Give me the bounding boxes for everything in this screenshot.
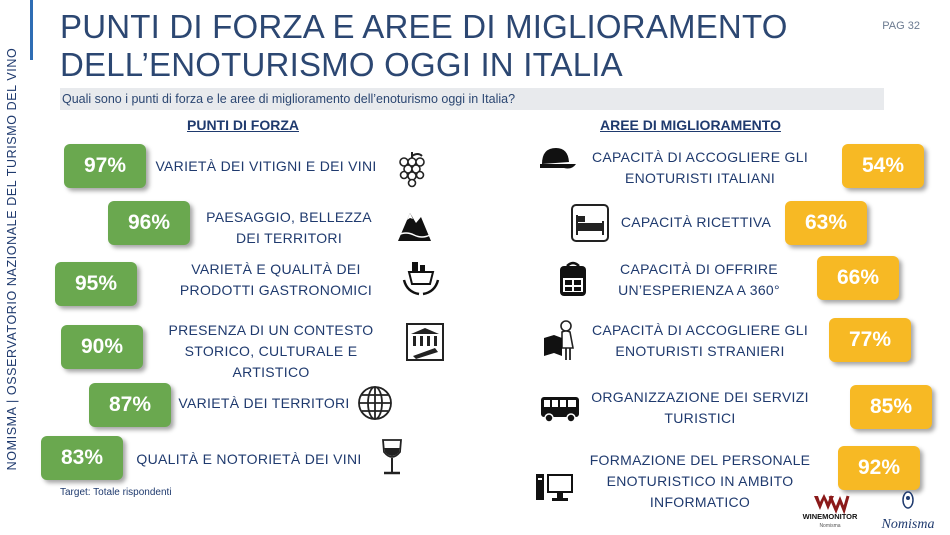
sidebar-text: NOMISMA | OSSERVATORIO NAZIONALE DEL TURISMO DEL VINO [5,47,19,471]
food-basket-icon [401,258,441,298]
question-bar: Quali sono i punti di forza e le aree di miglioramento dell’enoturismo oggi in Italia? [60,88,884,110]
strength-pct-3: 95% [55,262,137,306]
tourist-map-icon [540,318,584,362]
strength-pct-4: 90% [61,325,143,369]
nomisma-logo [868,490,948,534]
strength-label-3 [162,259,390,301]
strength-label-6 [132,449,366,470]
improvement-label-6 [580,450,820,513]
strength-label-2 [194,207,384,249]
title-line-1: PUNTI DI FORZA E AREE DI MIGLIORAMENTO [60,8,788,45]
improvement-pct-2: 63% [785,201,867,245]
cap-icon [536,140,576,180]
sidebar-accent-bar [30,0,33,60]
globe-icon [355,383,395,423]
improvement-label-6-line3: INFORMATICO [649,494,751,510]
improvement-label-1-line2: ENOTURISTI ITALIANI [624,170,776,186]
page-title [60,8,788,84]
improvement-label-4 [580,320,820,362]
improvement-label-5-line1: ORGANIZZAZIONE DEI SERVIZI [591,389,809,405]
strength-label-2-line2: DEI TERRITORI [235,230,343,246]
strength-label-5 [178,393,350,414]
mountain-icon [394,205,434,245]
improvement-label-1-line1: CAPACITÀ DI ACCOGLIERE GLI [591,149,809,165]
strength-label-5-line1: VARIETÀ DEI TERRITORI [178,395,350,411]
improvement-label-3-line1: CAPACITÀ DI OFFRIRE [620,261,778,277]
improvement-pct-5: 85% [850,385,932,429]
strength-pct-6: 83% [41,436,123,480]
strength-label-4 [146,320,396,383]
improvement-label-4-line1: CAPACITÀ DI ACCOGLIERE GLI [591,322,809,338]
strength-pct-5: 87% [89,383,171,427]
sidebar [0,0,40,535]
strength-label-6-line1: QUALITÀ E NOTORIETÀ DEI VINI [136,451,362,467]
improvement-pct-6: 92% [838,446,920,490]
title-line-2: DELL’ENOTURISMO OGGI IN ITALIA [60,46,623,83]
improvements-heading: AREE DI MIGLIORAMENTO [600,117,781,133]
strengths-heading: PUNTI DI FORZA [187,117,299,133]
improvement-label-3-line2: UN’ESPERIENZA A 360° [618,282,780,298]
improvement-pct-3: 66% [817,256,899,300]
improvement-label-5 [580,387,820,429]
improvement-label-4-line2: ENOTURISTI STRANIERI [615,343,785,359]
strength-label-3-line2: PRODOTTI GASTRONOMICI [179,282,373,298]
page-number: PAG 32 [882,20,920,32]
improvement-label-6-line1: FORMAZIONE DEL PERSONALE [589,452,811,468]
temple-icon [405,322,445,362]
strength-pct-1: 97% [64,144,146,188]
strength-label-1 [146,156,386,177]
improvement-label-6-line2: ENOTURISTICO IN AMBITO [606,473,794,489]
improvement-label-2 [616,212,776,233]
nomisma-logo-text: Nomisma [881,517,935,532]
improvement-label-3 [606,259,792,301]
wine-glass-icon [372,438,412,478]
target-note: Target: Totale rispondenti [60,487,172,498]
winemonitor-logo-text: WINEMONITOR [802,512,858,521]
bed-icon [570,203,610,243]
improvement-pct-1: 54% [842,144,924,188]
computer-icon [535,468,575,508]
strength-label-4-line1: PRESENZA DI UN CONTESTO [168,322,374,338]
strength-label-3-line1: VARIETÀ E QUALITÀ DEI [191,261,361,277]
strength-pct-2: 96% [108,201,190,245]
backpack-icon [553,258,593,298]
bus-icon [540,387,580,427]
strength-label-4-line2: STORICO, CULTURALE E ARTISTICO [184,343,358,380]
improvement-label-2-line1: CAPACITÀ RICETTIVA [620,214,772,230]
winemonitor-logo-sub: Nomisma [819,523,841,529]
improvement-label-1 [580,147,820,189]
improvement-pct-4: 77% [829,318,911,362]
strength-label-2-line1: PAESAGGIO, BELLEZZA [206,209,372,225]
grapes-icon [392,148,432,188]
strength-label-1-line1: VARIETÀ DEI VITIGNI E DEI VINI [155,158,377,174]
improvement-label-5-line2: TURISTICI [664,410,736,426]
winemonitor-logo [800,492,860,532]
